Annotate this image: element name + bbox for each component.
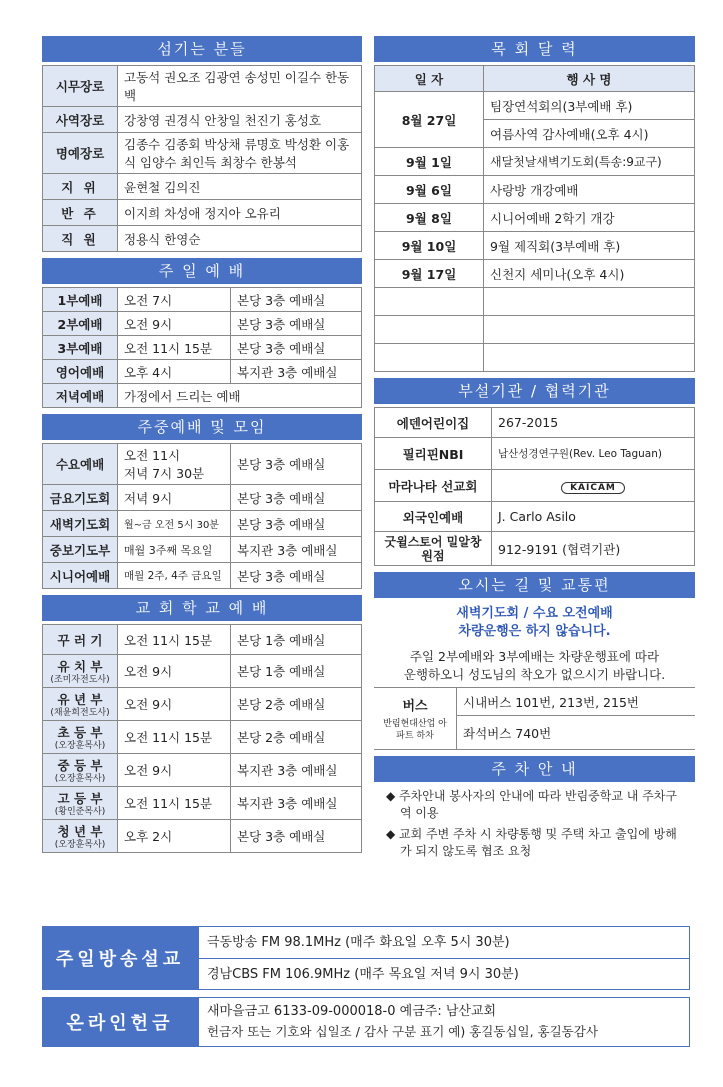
service-place: 본당 3층 예배실	[231, 485, 362, 511]
school-row	[43, 688, 362, 721]
bus-stop: 반림현대산업 아파트 하차	[383, 719, 447, 741]
calendar-event: 신천지 세미나(오후 4시)	[484, 260, 695, 288]
partner-row	[375, 502, 695, 532]
school-table	[42, 624, 362, 853]
calendar-date: 9월 1일	[375, 148, 484, 176]
directions-section	[374, 572, 695, 750]
partner-name: 필리핀NBI	[375, 438, 492, 470]
calendar-row	[375, 344, 695, 372]
online-line-1: 새마을금고 6133-09-000018-0 예금주: 남산교회	[207, 1004, 497, 1019]
calendar-event: 새달첫날새벽기도회(특송:9교구)	[484, 148, 695, 176]
bus-row	[374, 688, 695, 716]
school-row	[43, 655, 362, 688]
directions-header: 오시는 길 및 교통편	[374, 572, 695, 598]
calendar-date: 9월 10일	[375, 232, 484, 260]
dept-time: 오전 11시 15분	[118, 787, 231, 820]
calendar-table	[374, 65, 695, 372]
service-time: 월~금 오전 5시 30분	[118, 511, 231, 537]
left-column	[42, 36, 362, 859]
calendar-date: 9월 17일	[375, 260, 484, 288]
partners-table	[374, 407, 695, 566]
calendar-date: 9월 6일	[375, 176, 484, 204]
sunday-row	[43, 312, 362, 336]
calendar-section	[374, 36, 695, 372]
parking-header: 주 차 안 내	[374, 756, 695, 782]
weekday-section	[42, 414, 362, 589]
servers-row	[43, 133, 362, 174]
calendar-date	[375, 344, 484, 372]
broadcast-line-1: 극동방송 FM 98.1MHz (매주 화요일 오후 5시 30분)	[199, 927, 689, 959]
dept-time: 오전 9시	[118, 754, 231, 787]
service-name: 저녁예배	[43, 384, 118, 408]
bus-line-1: 시내버스 101번, 213번, 215번	[457, 688, 696, 716]
dept-time: 오전 11시 15분	[118, 721, 231, 754]
servers-names: 강창영 권경식 안창일 천진기 홍성호	[118, 107, 362, 133]
calendar-head-row	[375, 66, 695, 92]
calendar-event	[484, 316, 695, 344]
dept-name: 청 년 부 (오장훈목사)	[43, 820, 118, 853]
servers-section	[42, 36, 362, 252]
parking-item: ◆ 주차안내 봉사자의 안내에 따라 반림중학교 내 주차구역 이용	[386, 789, 677, 820]
calendar-date	[375, 288, 484, 316]
partners-section	[374, 378, 695, 566]
school-row	[43, 787, 362, 820]
weekday-row	[43, 485, 362, 511]
servers-header: 섬기는 분들	[42, 36, 362, 62]
partner-name: 에덴어린이집	[375, 408, 492, 438]
school-row	[43, 820, 362, 853]
sunday-row	[43, 288, 362, 312]
service-name: 새벽기도회	[43, 511, 118, 537]
kaicam-logo: KAICAM	[561, 482, 625, 494]
calendar-event: 9월 제직회(3부예배 후)	[484, 232, 695, 260]
partner-name: 마라나타 선교회	[375, 470, 492, 502]
directions-notice	[374, 601, 695, 687]
partner-value	[492, 470, 695, 502]
partner-row	[375, 408, 695, 438]
partner-value: 267-2015	[492, 408, 695, 438]
servers-names: 윤현철 김의진	[118, 174, 362, 200]
dept-place: 본당 2층 예배실	[231, 688, 362, 721]
parking-section	[374, 756, 695, 864]
calendar-date: 8월 27일	[375, 92, 484, 148]
school-row	[43, 754, 362, 787]
dept-name: 유 년 부 (채윤희전도사)	[43, 688, 118, 721]
sunday-row	[43, 384, 362, 408]
notice-line-1: 새벽기도회 / 수요 오전예배	[456, 606, 613, 621]
servers-table	[42, 65, 362, 252]
dept-time: 오전 11시 15분	[118, 625, 231, 655]
service-name: 시니어예배	[43, 563, 118, 589]
bus-label: 버스	[402, 699, 428, 714]
service-name: 수요예배	[43, 444, 118, 485]
calendar-header: 목 회 달 력	[374, 36, 695, 62]
servers-names: 정용식 한영순	[118, 226, 362, 252]
partner-row	[375, 532, 695, 566]
partner-value: 남산성경연구원(Rev. Leo Taguan)	[492, 438, 695, 470]
service-time: 오후 4시	[118, 360, 231, 384]
service-place: 복지관 3층 예배실	[231, 360, 362, 384]
service-time: 매월 3주째 목요일	[118, 537, 231, 563]
calendar-col-date: 일 자	[375, 66, 484, 92]
servers-names: 김종수 김종회 박상채 류명호 박성환 이홍식 임양수 최인득 최창수 한봉석	[118, 133, 362, 174]
dept-name: 중 등 부 (오장훈목사)	[43, 754, 118, 787]
service-place: 본당 3층 예배실	[231, 336, 362, 360]
broadcast-line-2: 경남CBS FM 106.9MHz (매주 목요일 저녁 9시 30분)	[207, 967, 519, 982]
servers-row	[43, 174, 362, 200]
service-place: 본당 3층 예배실	[231, 312, 362, 336]
notice-line-2: 차량운행은 하지 않습니다.	[458, 624, 611, 639]
parking-item: ◆ 교회 주변 주차 시 차량통행 및 주택 차고 출입에 방해가 되지 않도록 협조 요청	[386, 827, 677, 858]
weekday-row	[43, 444, 362, 485]
sunday-table	[42, 287, 362, 408]
servers-row	[43, 226, 362, 252]
school-row	[43, 625, 362, 655]
dept-time: 오전 9시	[118, 655, 231, 688]
calendar-row	[375, 176, 695, 204]
service-time: 가정에서 드리는 예배	[118, 384, 362, 408]
service-place: 본당 3층 예배실	[231, 288, 362, 312]
service-time: 오전 11시 저녁 7시 30분	[118, 444, 231, 485]
calendar-event	[484, 288, 695, 316]
partner-name: 외국인예배	[375, 502, 492, 532]
weekday-row	[43, 511, 362, 537]
calendar-event: 여름사역 감사예배(오후 4시)	[484, 120, 695, 148]
calendar-row	[375, 204, 695, 232]
bus-table	[374, 687, 695, 750]
school-row	[43, 721, 362, 754]
partner-value: 912-9191 (협력기관)	[492, 532, 695, 566]
online-line-2: 헌금자 또는 기호와 십일조 / 감사 구분 표기 예) 홍길동십일, 홍길동감사	[207, 1024, 598, 1039]
servers-role: 반 주	[43, 200, 118, 226]
school-section	[42, 595, 362, 853]
servers-row	[43, 66, 362, 107]
servers-names: 이지희 차성애 정지아 오유리	[118, 200, 362, 226]
partner-value: J. Carlo Asilo	[492, 502, 695, 532]
dept-place: 본당 1층 예배실	[231, 655, 362, 688]
parking-list	[374, 785, 695, 864]
sunday-section	[42, 258, 362, 408]
broadcast-label: 주일방송설교	[42, 926, 198, 990]
calendar-row	[375, 288, 695, 316]
service-time: 매월 2주, 4주 금요일	[118, 563, 231, 589]
notice-text-2: 운행하오니 성도님의 착오가 없으시기 바랍니다.	[403, 667, 666, 682]
service-place: 본당 3층 예배실	[231, 563, 362, 589]
service-name: 3부예배	[43, 336, 118, 360]
weekday-row	[43, 563, 362, 589]
online-label: 온라인헌금	[42, 997, 198, 1047]
broadcast-banner	[42, 926, 690, 990]
service-time: 오전 11시 15분	[118, 336, 231, 360]
calendar-event: 사랑방 개강예배	[484, 176, 695, 204]
calendar-row	[375, 92, 695, 120]
service-name: 2부예배	[43, 312, 118, 336]
school-header: 교 회 학 교 예 배	[42, 595, 362, 621]
dept-place: 본당 1층 예배실	[231, 625, 362, 655]
sunday-header: 주 일 예 배	[42, 258, 362, 284]
sunday-row	[43, 360, 362, 384]
service-name: 1부예배	[43, 288, 118, 312]
online-banner	[42, 997, 690, 1047]
calendar-row	[375, 232, 695, 260]
servers-row	[43, 200, 362, 226]
dept-name: 꾸 러 기	[43, 625, 118, 655]
dept-name: 고 등 부 (황인준목사)	[43, 787, 118, 820]
calendar-date: 9월 8일	[375, 204, 484, 232]
service-time: 오전 9시	[118, 312, 231, 336]
bus-line-2: 좌석버스 740번	[457, 716, 696, 750]
right-column	[374, 36, 695, 870]
calendar-row	[375, 148, 695, 176]
servers-role: 시무장로	[43, 66, 118, 107]
online-body	[198, 997, 690, 1047]
service-place: 본당 3층 예배실	[231, 511, 362, 537]
calendar-date	[375, 316, 484, 344]
partner-row	[375, 470, 695, 502]
service-place: 본당 3층 예배실	[231, 444, 362, 485]
dept-place: 본당 3층 예배실	[231, 820, 362, 853]
weekday-table	[42, 443, 362, 589]
service-name: 금요기도회	[43, 485, 118, 511]
dept-name: 유 치 부 (조미자전도사)	[43, 655, 118, 688]
bus-label-cell	[374, 688, 457, 750]
servers-names: 고동석 권오조 김광연 송성민 이길수 한동백	[118, 66, 362, 107]
servers-role: 명예장로	[43, 133, 118, 174]
calendar-col-event: 행 사 명	[484, 66, 695, 92]
service-name: 영어예배	[43, 360, 118, 384]
weekday-header: 주중예배 및 모임	[42, 414, 362, 440]
servers-role: 사역장로	[43, 107, 118, 133]
servers-row	[43, 107, 362, 133]
partners-header: 부설기관 / 협력기관	[374, 378, 695, 404]
service-name: 중보기도부	[43, 537, 118, 563]
sunday-row	[43, 336, 362, 360]
calendar-event: 팀장연석회의(3부예배 후)	[484, 92, 695, 120]
service-time: 오전 7시	[118, 288, 231, 312]
calendar-event	[484, 344, 695, 372]
calendar-row	[375, 316, 695, 344]
service-time: 저녁 9시	[118, 485, 231, 511]
servers-role: 지 위	[43, 174, 118, 200]
notice-text-1: 주일 2부예배와 3부예배는 차량운행표에 따라	[409, 649, 660, 664]
servers-role: 직 원	[43, 226, 118, 252]
dept-time: 오후 2시	[118, 820, 231, 853]
calendar-event: 시니어예배 2학기 개강	[484, 204, 695, 232]
service-place: 복지관 3층 예배실	[231, 537, 362, 563]
dept-time: 오전 9시	[118, 688, 231, 721]
broadcast-body	[198, 926, 690, 990]
partner-name: 굿윌스토어 밀알창원점	[375, 532, 492, 566]
dept-name: 초 등 부 (오장훈목사)	[43, 721, 118, 754]
dept-place: 복지관 3층 예배실	[231, 754, 362, 787]
calendar-row	[375, 260, 695, 288]
dept-place: 복지관 3층 예배실	[231, 787, 362, 820]
weekday-row	[43, 537, 362, 563]
dept-place: 본당 2층 예배실	[231, 721, 362, 754]
partner-row	[375, 438, 695, 470]
